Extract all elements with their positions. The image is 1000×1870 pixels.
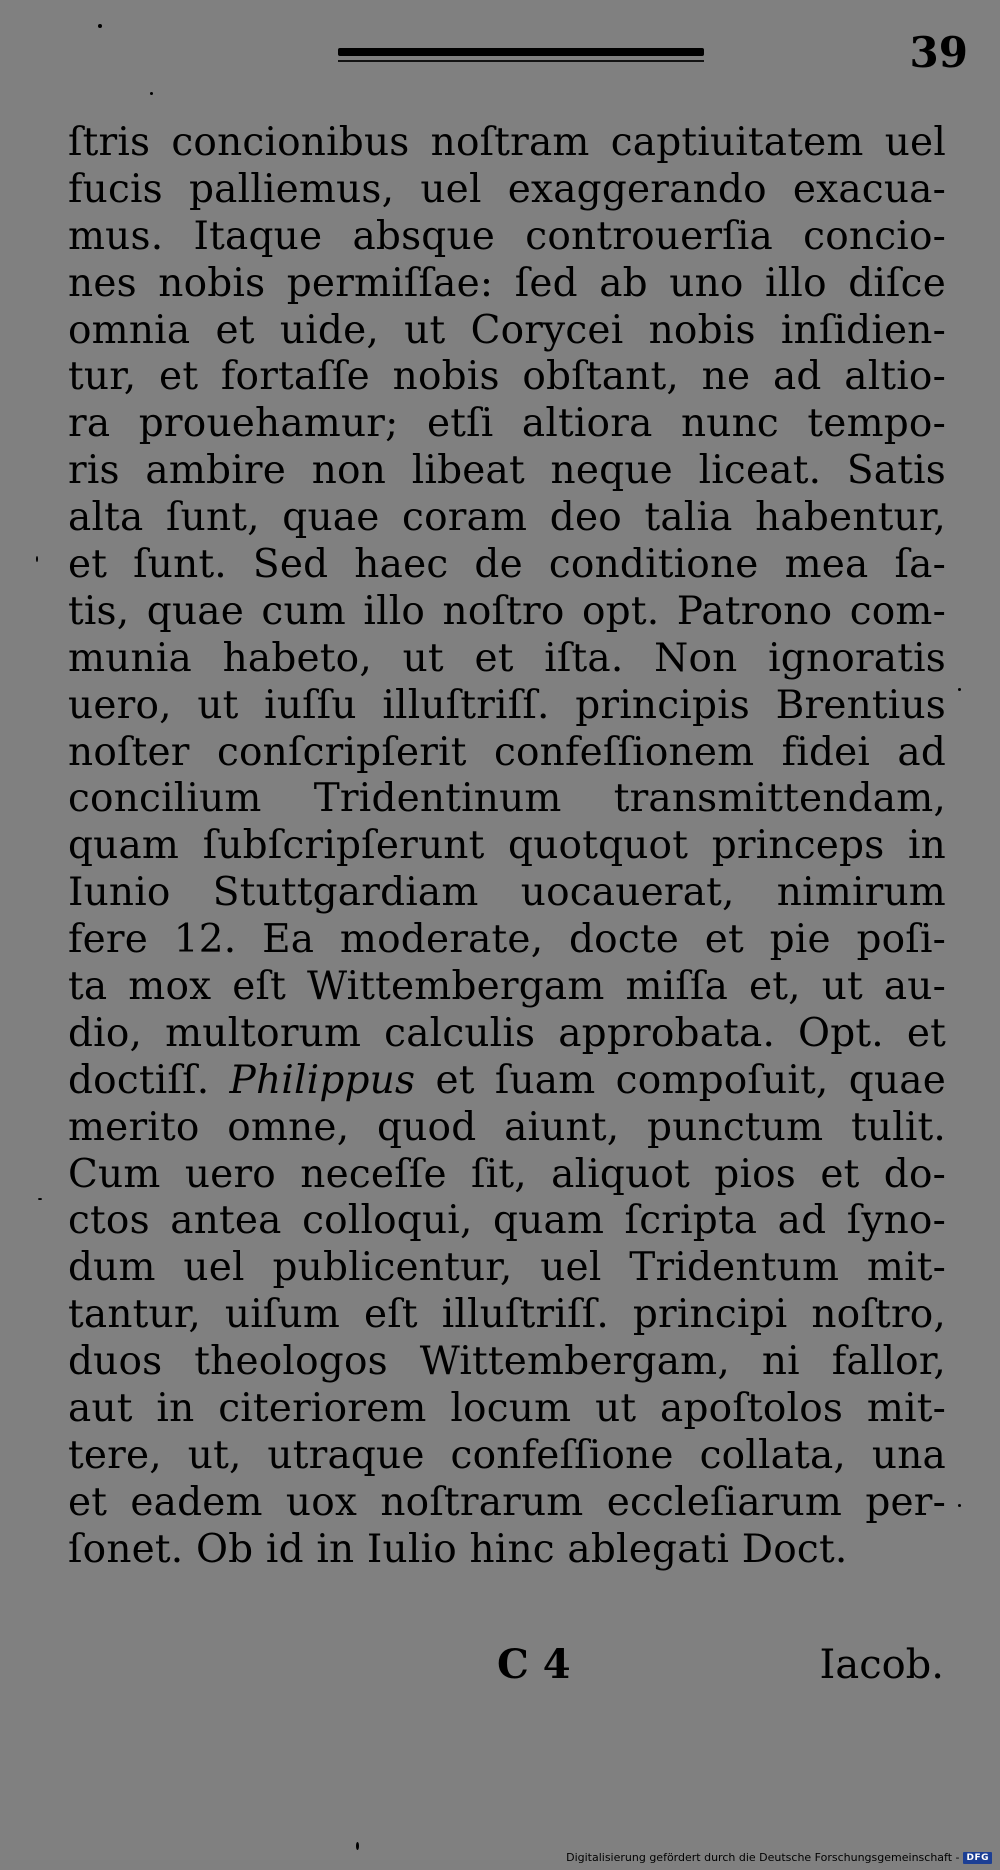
text-line: et ſunt. Sed haec de conditione mea ſa- — [68, 542, 946, 588]
dfg-logo-icon: DFG — [963, 1852, 992, 1864]
scan-speck — [958, 1504, 961, 1507]
text-line: dio, multorum calculis approbata. Opt. et — [68, 1010, 946, 1056]
text-line: munia habeto, ut et iſta. Non ignoratis — [68, 635, 946, 681]
text-line: Iunio Stuttgardiam uocauerat, nimirum — [68, 870, 946, 916]
text-line: noſter conſcripſerit confeſſionem fidei ad — [68, 729, 946, 775]
credit-text: Digitalisierung gefördert durch die Deutsche Forschungsgemeinschaft - — [566, 1851, 960, 1864]
signature-mark: C 4 — [497, 1641, 571, 1688]
catchword: Iacob. — [819, 1642, 944, 1688]
text-line: ris ambire non libeat neque liceat. Satis — [68, 448, 946, 494]
page-number: 39 — [909, 28, 968, 77]
text-line: aut in citeriorem locum ut apoſtolos mit- — [68, 1386, 946, 1432]
text-line: ta mox eſt Wittembergam miſſa et, ut au- — [68, 964, 946, 1010]
text-line: duos theologos Wittembergam, ni fallor, — [68, 1339, 946, 1385]
scan-speck — [36, 556, 38, 562]
text-line: tis, quae cum illo noſtro opt. Patrono com- — [68, 588, 946, 634]
text-line: dum uel publicentur, uel Tridentum mit- — [68, 1245, 946, 1291]
scan-speck — [98, 24, 102, 28]
scan-speck — [38, 1198, 42, 1200]
text-line: Cum uero neceſſe ſit, aliquot pios et do- — [68, 1151, 946, 1197]
footer-line — [0, 1640, 1000, 1690]
text-line: et eadem uox noſtrarum eccleſiarum per- — [68, 1479, 946, 1525]
text-line: mus. Itaque absque controuerſia concio- — [68, 213, 946, 259]
text-line: merito omne, quod aiunt, punctum tulit. — [68, 1104, 946, 1150]
text-line: fere 12. Ea moderate, docte et pie poſi- — [68, 917, 946, 963]
text-line: ctos antea colloqui, quam ſcripta ad ſyno- — [68, 1198, 946, 1244]
text-line: doctiſſ. Philippus et ſuam compoſuit, quae — [68, 1057, 946, 1103]
body-text — [68, 120, 946, 1574]
text-line: concilium Tridentinum transmittendam, — [68, 776, 946, 822]
header-rule-thin — [338, 60, 704, 62]
text-line: tur, et fortaſſe nobis obſtant, ne ad altio- — [68, 354, 946, 400]
text-line: omnia et uide, ut Corycei nobis inſidien- — [68, 307, 946, 353]
text-line: ra prouehamur; etſi altiora nunc tempo- — [68, 401, 946, 447]
header-rule — [338, 48, 704, 62]
digitization-credit — [566, 1851, 992, 1864]
italic-name: Philippus — [229, 1057, 416, 1103]
text-line: ſonet. Ob id in Iulio hinc ablegati Doct. — [68, 1526, 848, 1572]
header-rule-thick — [338, 48, 704, 56]
text-line: quam ſubſcripſerunt quotquot princeps in — [68, 823, 946, 869]
scan-speck — [150, 92, 153, 95]
text-line: tantur, uiſum eſt illuſtriſſ. principi noſtro, — [68, 1292, 946, 1338]
text-line: alta ſunt, quae coram deo talia habentur, — [68, 495, 946, 541]
text-line: fucis palliemus, uel exaggerando exacua- — [68, 166, 946, 212]
scan-speck — [356, 1842, 359, 1850]
text-line: uero, ut iuſſu illuſtriſſ. principis Brentius — [68, 682, 946, 728]
text-line: ſtris concionibus noſtram captiuitatem uel — [68, 120, 946, 165]
scan-speck — [958, 688, 961, 691]
text-line: nes nobis permiſſae: ſed ab uno illo diſce — [68, 260, 946, 306]
text-line: tere, ut, utraque confeſſione collata, una — [68, 1432, 946, 1478]
